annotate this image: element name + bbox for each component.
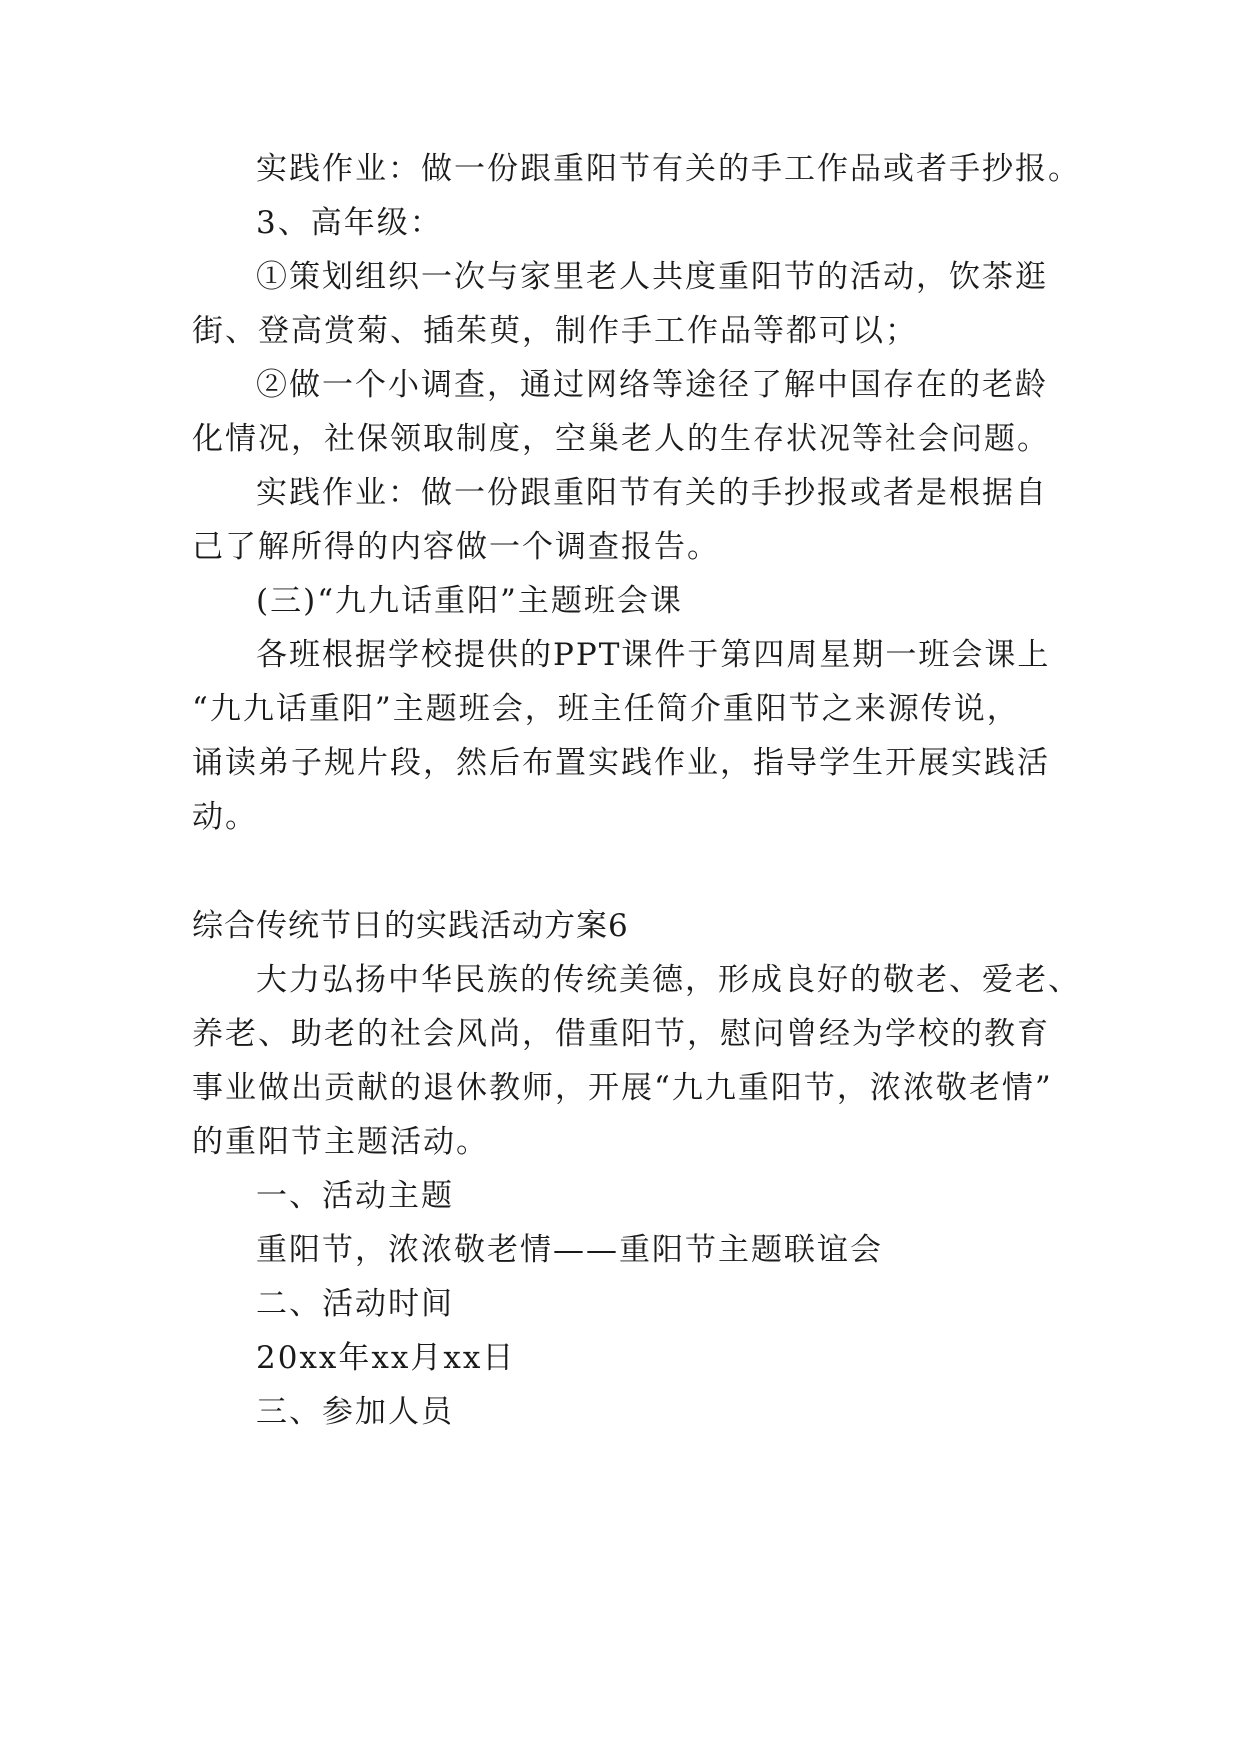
text-line: 动。 xyxy=(192,799,258,835)
section-title: 综合传统节日的实践活动方案6 xyxy=(192,908,629,944)
section-subheading: (三)“九九话重阳”主题班会课 xyxy=(256,583,683,619)
text-line: 重阳节，浓浓敬老情——重阳节主题联谊会 xyxy=(256,1232,883,1268)
list-heading: 二、活动时间 xyxy=(256,1286,454,1322)
text-line: 己了解所得的内容做一个调查报告。 xyxy=(192,529,720,565)
text-line: 各班根据学校提供的PPT课件于第四周星期一班会课上 xyxy=(256,637,1051,673)
list-heading: 一、活动主题 xyxy=(256,1178,454,1214)
text-line: 养老、助老的社会风尚，借重阳节，慰问曾经为学校的教育 xyxy=(192,1016,1050,1052)
text-line: 大力弘扬中华民族的传统美德，形成良好的敬老、爱老、 xyxy=(256,962,1081,998)
text-line: ②做一个小调查，通过网络等途径了解中国存在的老龄 xyxy=(256,367,1048,403)
text-line: 化情况，社保领取制度，空巢老人的生存状况等社会问题。 xyxy=(192,421,1050,457)
list-heading: 三、参加人员 xyxy=(256,1394,454,1430)
text-line: 实践作业：做一份跟重阳节有关的手抄报或者是根据自 xyxy=(256,475,1048,511)
text-line: “九九话重阳”主题班会，班主任简介重阳节之来源传说， xyxy=(192,691,1020,727)
text-line: 事业做出贡献的退休教师，开展“九九重阳节，浓浓敬老情” xyxy=(192,1070,1053,1106)
text-line: ①策划组织一次与家里老人共度重阳节的活动，饮茶逛 xyxy=(256,259,1048,295)
text-line: 3、高年级： xyxy=(256,205,443,241)
text-line: 的重阳节主题活动。 xyxy=(192,1124,489,1160)
text-line: 街、登高赏菊、插茱萸，制作手工作品等都可以； xyxy=(192,313,918,349)
text-line: 实践作业：做一份跟重阳节有关的手工作品或者手抄报。 xyxy=(256,151,1081,187)
text-line: 诵读弟子规片段，然后布置实践作业，指导学生开展实践活 xyxy=(192,745,1050,781)
text-line: 20xx年xx月xx日 xyxy=(256,1340,516,1376)
